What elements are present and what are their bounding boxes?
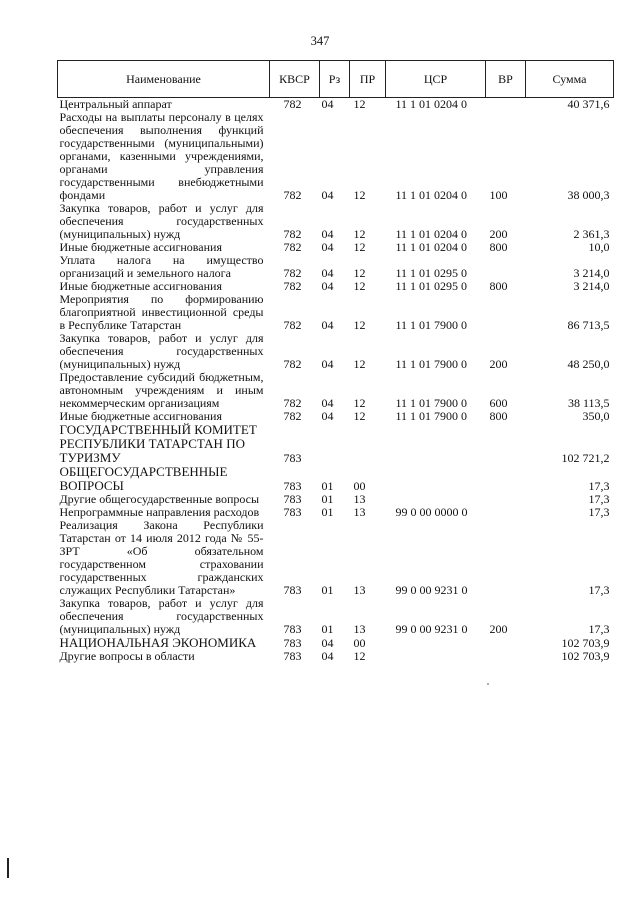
cell-vr: 600 <box>489 396 508 410</box>
cell-vr: 800 <box>489 409 508 423</box>
table-row <box>58 465 614 493</box>
cell-name: Закупка товаров, работ и услуг для обеспечения государственных (муниципальных) нужд <box>59 331 264 371</box>
cell-csr: 99 0 00 9231 0 <box>395 622 468 636</box>
cell-sum: 17,3 <box>588 583 610 597</box>
cell-sum: 102 703,9 <box>561 636 610 650</box>
cell-name: Другие общегосударственные вопросы <box>59 492 260 506</box>
cell-csr <box>386 650 486 663</box>
cell-kvsr: 782 <box>283 357 302 371</box>
cell-vr <box>486 254 526 280</box>
cell-pr: 13 <box>353 505 366 519</box>
cell-name: Непрограммные направления расходов <box>59 505 260 519</box>
cell-name: Иные бюджетные ассигнования <box>59 240 222 254</box>
cell-kvsr: 782 <box>283 227 302 241</box>
scan-speck <box>487 683 489 685</box>
cell-name: НАЦИОНАЛЬНАЯ ЭКОНОМИКА <box>59 635 257 650</box>
cell-rz: 04 <box>321 97 334 111</box>
cell-pr: 12 <box>353 649 366 663</box>
cell-name: Реализация Закона Республики Татарстан от 14 июля 2012 года № 55-ЗРТ «Об обязательном государственном страховании государственных гражданских служащих Республики Татарстан» <box>59 518 264 597</box>
table-row <box>58 254 614 280</box>
cell-name: Предоставление субсидий бюджетным, автономным учреждениям и иным некоммерческим организациям <box>59 370 264 410</box>
cell-csr: 11 1 01 0204 0 <box>395 97 468 111</box>
cell-pr: 00 <box>353 479 366 493</box>
cell-name: Центральный аппарат <box>59 97 172 111</box>
header-sum: Сумма <box>526 61 614 98</box>
table-header <box>58 61 614 98</box>
cell-rz: 04 <box>321 318 334 332</box>
cell-vr: 200 <box>489 622 508 636</box>
cell-pr: 12 <box>353 188 366 202</box>
cell-vr: 800 <box>489 240 508 254</box>
table-row <box>58 98 614 112</box>
table-body <box>58 98 614 664</box>
cell-rz: 04 <box>321 649 334 663</box>
header-csr: ЦСР <box>386 61 486 98</box>
cell-pr: 00 <box>353 636 366 650</box>
cell-csr: 11 1 01 7900 0 <box>395 409 468 423</box>
cell-sum: 2 361,3 <box>573 227 610 241</box>
cell-pr: 13 <box>353 622 366 636</box>
cell-csr <box>386 423 486 465</box>
table-row <box>58 332 614 371</box>
table-row <box>58 423 614 465</box>
cell-sum: 102 703,9 <box>561 649 610 663</box>
cell-kvsr: 782 <box>283 396 302 410</box>
cell-pr: 12 <box>353 318 366 332</box>
cell-csr: 11 1 01 0295 0 <box>395 266 468 280</box>
cell-kvsr: 783 <box>283 622 302 636</box>
cell-name: Иные бюджетные ассигнования <box>59 279 222 293</box>
cell-rz: 01 <box>321 492 334 506</box>
cell-vr <box>486 650 526 663</box>
cell-pr: 12 <box>353 266 366 280</box>
cell-pr <box>350 423 386 465</box>
cell-vr: 100 <box>489 188 508 202</box>
cell-csr: 11 1 01 0295 0 <box>395 279 468 293</box>
cell-vr <box>486 98 526 112</box>
cell-name: ГОСУДАРСТВЕННЫЙ КОМИТЕТ РЕСПУБЛИКИ ТАТАРСТАН ПО ТУРИЗМУ <box>59 422 257 465</box>
table-row <box>58 636 614 650</box>
cell-rz: 04 <box>321 396 334 410</box>
cell-sum: 38 113,5 <box>567 396 610 410</box>
cell-csr: 11 1 01 7900 0 <box>395 357 468 371</box>
cell-kvsr: 783 <box>283 479 302 493</box>
cell-rz: 04 <box>321 227 334 241</box>
cell-vr <box>486 293 526 332</box>
cell-pr: 12 <box>353 240 366 254</box>
cell-sum: 10,0 <box>588 240 610 254</box>
cell-pr: 13 <box>353 583 366 597</box>
cell-rz: 01 <box>321 479 334 493</box>
budget-table <box>57 60 614 663</box>
cell-pr: 12 <box>353 279 366 293</box>
cell-pr: 12 <box>353 357 366 371</box>
cell-vr <box>486 465 526 493</box>
table-row <box>58 650 614 663</box>
cell-name: Закупка товаров, работ и услуг для обеспечения государственных (муниципальных) нужд <box>59 596 264 636</box>
cell-sum: 40 371,6 <box>567 97 610 111</box>
table-row <box>58 293 614 332</box>
cell-csr <box>386 636 486 650</box>
table-row <box>58 371 614 410</box>
cell-sum: 48 250,0 <box>567 357 610 371</box>
cell-rz: 04 <box>321 357 334 371</box>
cell-kvsr: 782 <box>283 266 302 280</box>
cell-csr: 11 1 01 7900 0 <box>395 318 468 332</box>
cell-sum: 38 000,3 <box>567 188 610 202</box>
cell-rz: 04 <box>321 279 334 293</box>
cell-pr: 12 <box>353 409 366 423</box>
table-row <box>58 597 614 636</box>
cell-name: Закупка товаров, работ и услуг для обеспечения государственных (муниципальных) нужд <box>59 201 264 241</box>
cell-vr: 200 <box>489 357 508 371</box>
cell-name: Мероприятия по формированию благоприятной инвестиционной среды в Республике Татарстан <box>59 292 264 332</box>
cell-csr: 99 0 00 9231 0 <box>395 583 468 597</box>
cell-csr: 99 0 00 0000 0 <box>395 505 468 519</box>
cell-kvsr: 783 <box>283 636 302 650</box>
margin-mark <box>7 858 9 878</box>
cell-kvsr: 782 <box>283 240 302 254</box>
cell-vr <box>486 519 526 597</box>
cell-vr: 200 <box>489 227 508 241</box>
cell-rz: 04 <box>321 240 334 254</box>
cell-kvsr: 783 <box>283 505 302 519</box>
cell-csr: 11 1 01 0204 0 <box>395 240 468 254</box>
cell-rz: 01 <box>321 583 334 597</box>
table-row <box>58 202 614 241</box>
cell-kvsr: 783 <box>283 492 302 506</box>
cell-vr <box>486 493 526 506</box>
cell-sum: 3 214,0 <box>573 266 610 280</box>
header-kvsr: КВСР <box>270 61 320 98</box>
cell-pr: 12 <box>353 396 366 410</box>
cell-vr <box>486 423 526 465</box>
cell-vr <box>486 636 526 650</box>
cell-sum: 17,3 <box>588 492 610 506</box>
cell-sum: 17,3 <box>588 622 610 636</box>
cell-pr: 12 <box>353 227 366 241</box>
cell-rz: 04 <box>321 409 334 423</box>
cell-vr: 800 <box>489 279 508 293</box>
cell-rz: 01 <box>321 622 334 636</box>
cell-rz <box>320 423 350 465</box>
cell-name: ОБЩЕГОСУДАРСТВЕННЫЕ ВОПРОСЫ <box>59 464 228 493</box>
header-name: Наименование <box>58 61 270 98</box>
cell-name: Уплата налога на имущество организаций и земельного налога <box>59 253 264 280</box>
cell-sum: 350,0 <box>582 409 610 423</box>
cell-rz: 04 <box>321 266 334 280</box>
page-number: 347 <box>310 34 330 48</box>
cell-sum: 86 713,5 <box>567 318 610 332</box>
cell-rz: 04 <box>321 188 334 202</box>
cell-name: Другие вопросы в области <box>59 649 195 663</box>
cell-csr: 11 1 01 0204 0 <box>395 227 468 241</box>
cell-kvsr: 783 <box>283 583 302 597</box>
header-rz: Рз <box>320 61 350 98</box>
table-row <box>58 519 614 597</box>
cell-sum: 102 721,2 <box>561 451 610 465</box>
cell-kvsr: 782 <box>283 97 302 111</box>
cell-csr <box>386 465 486 493</box>
cell-kvsr: 782 <box>283 279 302 293</box>
cell-kvsr: 782 <box>283 188 302 202</box>
cell-kvsr: 783 <box>283 451 302 465</box>
cell-kvsr: 782 <box>283 409 302 423</box>
cell-name: Расходы на выплаты персоналу в целях обеспечения выполнения функций государственными (муниципальными) органами, казенными учреждениями, органами управления государственными внебюджетными фондами <box>59 110 264 202</box>
cell-pr: 13 <box>353 492 366 506</box>
cell-name: Иные бюджетные ассигнования <box>59 409 222 423</box>
cell-kvsr: 783 <box>283 649 302 663</box>
cell-sum: 3 214,0 <box>573 279 610 293</box>
cell-kvsr: 782 <box>283 318 302 332</box>
table-row <box>58 111 614 202</box>
cell-sum: 17,3 <box>588 479 610 493</box>
cell-pr: 12 <box>353 97 366 111</box>
cell-vr <box>486 506 526 519</box>
cell-rz: 04 <box>321 636 334 650</box>
cell-csr: 11 1 01 7900 0 <box>395 396 468 410</box>
cell-csr: 11 1 01 0204 0 <box>395 188 468 202</box>
cell-rz: 01 <box>321 505 334 519</box>
cell-sum: 17,3 <box>588 505 610 519</box>
header-pr: ПР <box>350 61 386 98</box>
header-vr: ВР <box>486 61 526 98</box>
